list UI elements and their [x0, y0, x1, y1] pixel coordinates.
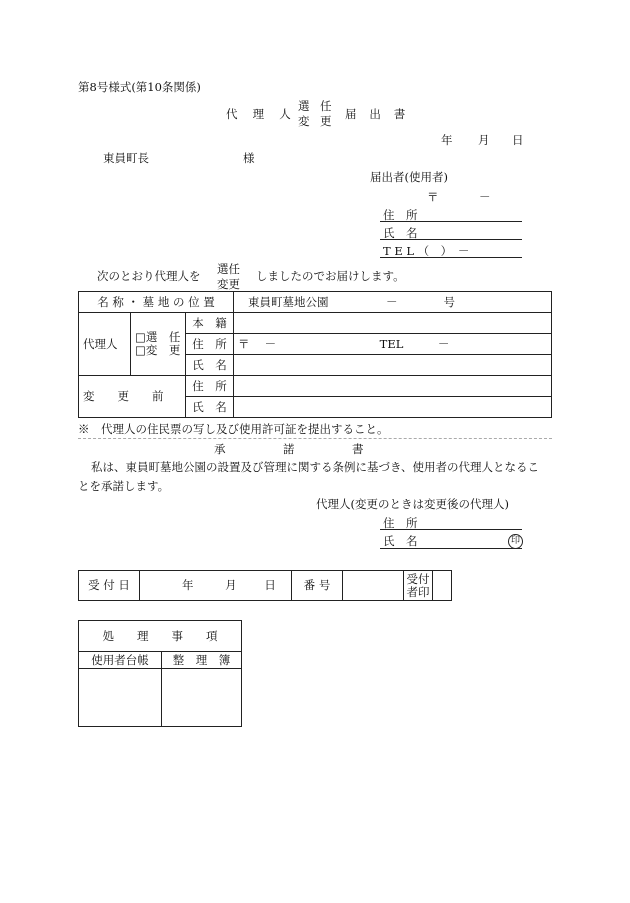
reception-month: 月 — [225, 578, 237, 593]
received-date-label: 受 付 日 — [79, 571, 140, 601]
consent-title: 承 諾 書 — [214, 442, 364, 456]
receiver-seal-label — [404, 571, 433, 601]
processing-col-register: 整 理 簿 — [162, 652, 242, 669]
receiver-seal-value[interactable] — [433, 571, 452, 601]
receiver-seal-line2: 者印 — [406, 584, 430, 599]
location-label: 名 称 ・ 墓 地 の 位 置 — [79, 292, 234, 313]
reception-day: 日 — [264, 578, 276, 593]
agent-name-label: 氏 名 — [186, 355, 234, 376]
dashed-divider — [78, 438, 552, 439]
title-appoint: 選 任 — [298, 99, 336, 113]
submitter-address-line[interactable] — [380, 221, 522, 222]
location-value[interactable]: 東員町墓地公園 － 号 — [234, 292, 552, 313]
agent-label: 代理人 — [79, 313, 131, 376]
agent-address-value[interactable]: 〒 － TEL － — [234, 334, 552, 355]
agent-type-checkboxes[interactable] — [131, 313, 186, 376]
submitter-label: 届出者(使用者) — [370, 170, 448, 184]
date-year: 年 — [441, 133, 453, 147]
form-number: 第8号様式(第10条関係) — [78, 80, 201, 94]
postal-dash: － — [479, 190, 491, 204]
submitter-name-line[interactable] — [380, 239, 522, 240]
before-address-label: 住 所 — [186, 376, 234, 397]
processing-register-cell[interactable] — [162, 669, 242, 727]
title-suffix: 届 出 書 — [345, 107, 410, 121]
date-month: 月 — [478, 133, 490, 147]
seal-mark: 印 — [508, 534, 523, 549]
submitter-tel-line[interactable] — [380, 257, 522, 258]
submitter-name-label: 氏 名 — [383, 226, 418, 240]
consent-body-line1: 私は、東員町墓地公園の設置及び管理に関する条例に基づき、使用者の代理人となるこ — [91, 460, 540, 474]
consent-agent-heading: 代理人(変更のときは変更後の代理人) — [316, 497, 509, 511]
checkbox-appoint[interactable]: □選 任 — [135, 330, 181, 345]
postal-mark: 〒 — [427, 190, 439, 204]
statement-prefix: 次のとおり代理人を — [97, 269, 201, 283]
number-label: 番 号 — [292, 571, 343, 601]
before-change-label: 変 更 前 — [79, 376, 186, 418]
domicile-label: 本 籍 — [186, 313, 234, 334]
consent-name-line[interactable] — [380, 548, 522, 549]
processing-title: 処 理 事 項 — [79, 621, 242, 652]
before-name-value[interactable] — [234, 397, 552, 418]
checkbox-change[interactable]: □変 更 — [135, 343, 181, 357]
processing-user-ledger-cell[interactable] — [79, 669, 162, 727]
statement-change: 変更 — [217, 277, 240, 291]
reception-year: 年 — [182, 578, 194, 593]
reception-table — [78, 570, 452, 601]
submitter-address-label: 住 所 — [383, 208, 418, 222]
agent-address-label: 住 所 — [186, 334, 234, 355]
submitter-tel-label: T E L （ ） － — [383, 244, 470, 258]
consent-address-line[interactable] — [380, 529, 522, 530]
domicile-value[interactable] — [234, 313, 552, 334]
before-name-label: 氏 名 — [186, 397, 234, 418]
number-value[interactable] — [343, 571, 404, 601]
addressee-honorific: 様 — [243, 151, 255, 165]
processing-table — [78, 620, 242, 727]
seal-icon — [508, 534, 523, 549]
title-prefix: 代 理 人 — [226, 107, 297, 121]
date-day: 日 — [512, 133, 524, 147]
title-change: 変 更 — [298, 114, 336, 128]
addressee: 東員町長 — [103, 151, 149, 165]
agent-name-value[interactable] — [234, 355, 552, 376]
before-address-value[interactable] — [234, 376, 552, 397]
consent-name-label: 氏 名 — [383, 534, 418, 548]
processing-col-user-ledger: 使用者台帳 — [79, 652, 162, 669]
consent-address-label: 住 所 — [383, 516, 418, 530]
statement-appoint: 選任 — [217, 262, 240, 276]
note: ※ 代理人の住民票の写し及び使用許可証を提出すること。 — [78, 422, 389, 436]
consent-body-line2: とを承諾します。 — [78, 479, 170, 493]
received-date-value[interactable] — [140, 571, 292, 601]
statement-suffix: しましたのでお届けします。 — [256, 269, 405, 283]
receiver-seal-line1: 受付 — [406, 571, 430, 586]
agent-table — [78, 291, 552, 418]
